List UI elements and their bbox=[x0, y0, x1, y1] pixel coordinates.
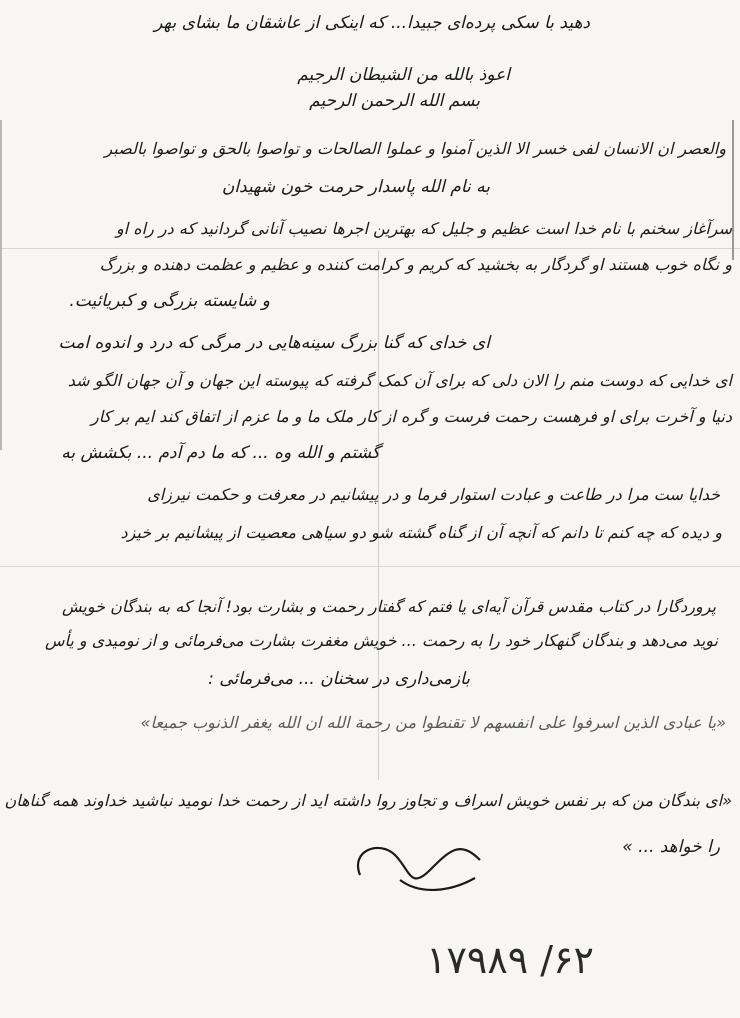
handwritten-line-2: اعوذ بالله من الشیطان الرجیم bbox=[297, 65, 510, 85]
handwritten-line-16: نوید می‌دهد و بندگان گنهکار خود را به رحمت ... خویش مغفرت بشارت می‌فرمائی و از نومیدی و یأس bbox=[44, 631, 718, 650]
handwritten-line-5: به نام الله پاسدار حرمت خون شهیدان bbox=[221, 177, 490, 197]
handwritten-line-6: سرآغاز سخنم با نام خدا است عظیم و جلیل که بهترین اجرها نصیب آنانی گردانید که در راه او bbox=[116, 219, 732, 238]
handwritten-line-9: ای خدای که گنا بزرگ سینه‌هایی در مرگی که درد و اندوه امت bbox=[58, 333, 490, 353]
handwritten-line-3: بسم الله الرحمن الرحیم bbox=[309, 91, 480, 111]
fold-line-vertical bbox=[378, 250, 379, 780]
handwritten-line-17: بازمی‌داری در سخنان ... می‌فرمائی : bbox=[208, 669, 470, 689]
handwritten-line-20: را خواهد ... » bbox=[622, 837, 720, 857]
paper-edge-left bbox=[0, 120, 2, 450]
paper-edge-right bbox=[732, 120, 734, 260]
handwritten-line-14: و دیده که چه کنم تا دانم که آنچه آن از گناه گشته شو دو سیاهی معصیت از پیشانیم بر خیزد bbox=[120, 523, 722, 542]
handwritten-line-4: والعصر ان الانسان لفی خسر الا الذین آمنوا و عملوا الصالحات و تواصوا بالحق و تواصوا بالصبر bbox=[104, 139, 726, 158]
handwritten-line-15: پروردگارا در کتاب مقدس قرآن آیه‌ای یا فتم که گفتار رحمت و بشارت بود! آنجا که به بندگان خویش bbox=[61, 597, 716, 616]
handwritten-line-12: گشتم و الله وه ... که ما دم آدم ... بکشش به bbox=[61, 443, 380, 463]
fold-line-horizontal bbox=[0, 248, 740, 249]
handwritten-line-18-quran-verse: «یا عبادی الذین اسرفوا علی انفسهم لا تقنطوا من رحمة الله ان الله یغفر الذنوب جمیعا» bbox=[140, 713, 726, 732]
signature bbox=[340, 820, 490, 900]
document-serial-number: ۶۲/ ۱۷۹۸۹ bbox=[426, 938, 594, 982]
handwritten-line-13: خدایا ست مرا در طاعت و عبادت استوار فرما و در پیشانیم در معرفت و حکمت نیرزای bbox=[147, 485, 720, 504]
handwritten-line-19: «ای بندگان من که بر نفس خویش اسراف و تجاوز روا داشته اید از رحمت خدا نومید نباشید خداوند همه گناهان bbox=[4, 791, 732, 810]
handwritten-line-8: و شایسته بزرگی و کبریائیت. bbox=[69, 291, 270, 311]
handwritten-line-10: ای خدایی که دوست منم را الان دلی که برای آن کمک گرفته که پیوسته این جهان و آن جهان الگو شد bbox=[67, 371, 732, 390]
fold-line-horizontal-lower bbox=[0, 566, 740, 567]
handwritten-line-7: و نگاه خوب هستند او گردگار به بخشید که کریم و کرامت کننده و عظیم و عظمت دهنده و بزرگ bbox=[99, 255, 732, 274]
handwritten-line-1: دهید با سکی پرده‌ای جبیدا... که اینکی از عاشقان ما بشای بهر bbox=[154, 13, 590, 33]
handwritten-line-11: دنیا و آخرت برای او فرهست رحمت فرست و گره از کار ملک ما و ما عزم از اتفاق کند ایم بر کار bbox=[91, 407, 732, 426]
